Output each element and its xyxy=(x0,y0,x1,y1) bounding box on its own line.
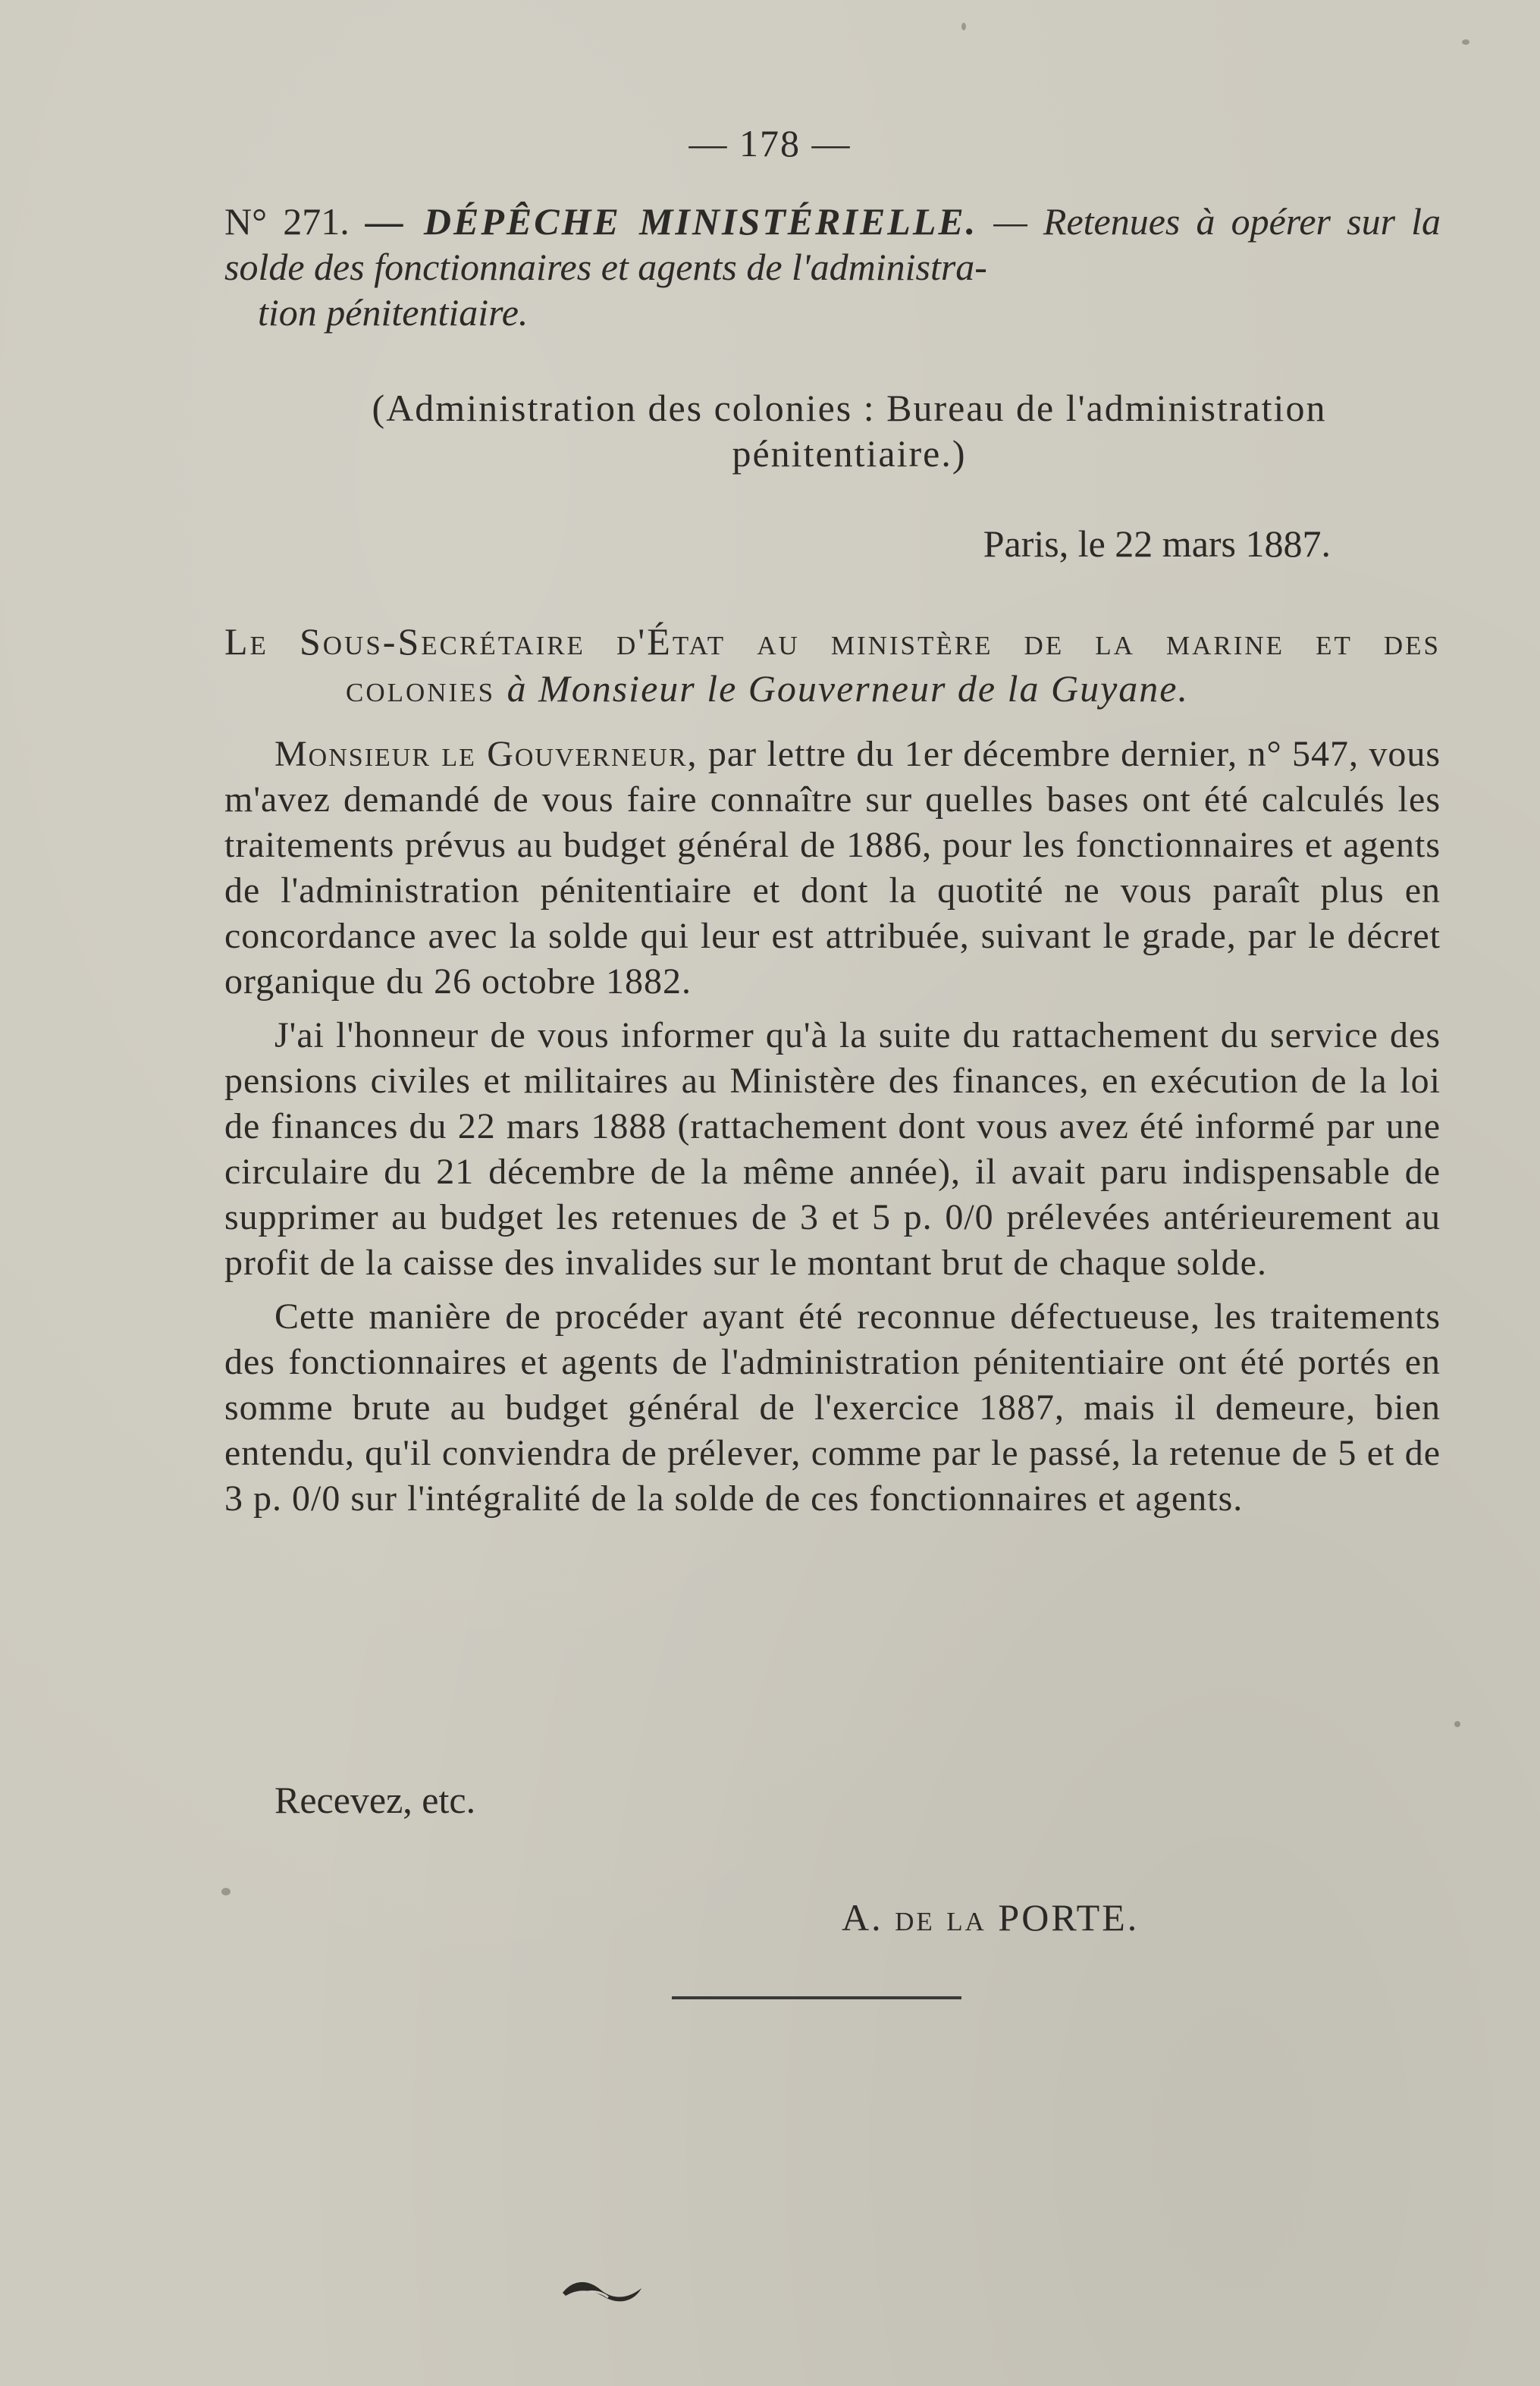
document-title xyxy=(224,199,1441,335)
administration-line-1: (Administration des colonies : Bureau de l'administration xyxy=(372,387,1327,429)
paragraph-1-text: par lettre du 1er décembre dernier, n° 547, vous m'avez demandé de vous faire connaître sur quelles bases ont été calculés les traitements prévus au budget général de 1886, pour les fonctionnaires et agents de l'administration pénitentiaire et dont la quotité ne vous paraît plus en concordance avec la solde qui leur est attribuée, suivant le grade, par le décret organique du 26 octobre 1882. xyxy=(224,734,1441,1002)
date-line: Paris, le 22 mars 1887. xyxy=(983,522,1331,565)
administration-note xyxy=(273,385,1426,476)
paragraph-3: Cette manière de procéder ayant été reconnue défectueuse, les traitements des fonctionnaires et agents de l'administration pénitentiaire ont été portés en somme brute au budget général de l'exercice 1887, mais il demeure, bien entendu, qu'il conviendra de prélever, comme par le passé, la retenue de 5 et de 3 p. 0/0 sur l'intégralité de la solde de ces fonctionnaires et agents. xyxy=(224,1296,1441,1519)
address-colonies: colonies xyxy=(346,667,496,710)
paper-speck xyxy=(961,23,966,30)
administration-line-2: pénitentiaire.) xyxy=(732,432,967,475)
document-subject-continued: tion pénitentiaire. xyxy=(258,291,528,334)
document-number: N° 271. xyxy=(224,200,350,243)
paper-speck xyxy=(1454,1721,1460,1727)
document-subject: — Retenues à opérer sur la solde des fonctionnaires et agents de l'administra- xyxy=(224,200,1441,288)
page-number: — 178 — xyxy=(688,122,852,165)
closing-formula: Recevez, etc. xyxy=(274,1779,476,1821)
letter-body xyxy=(224,732,1441,1530)
salutation: Monsieur le Gouverneur, xyxy=(274,734,698,774)
signature-name: PORTE. xyxy=(998,1896,1140,1939)
paper-speck xyxy=(221,1888,231,1895)
paragraph-1 xyxy=(224,732,1441,1005)
fleuron-ornament-icon xyxy=(558,2275,646,2308)
paragraph-2: J'ai l'honneur de vous informer qu'à la suite du rattachement du service des pensions civiles et militaires au Ministère des finances, en exécution de la loi de finances du 22 mars 1888 (rattachement dont vous avez été informé par une circulaire du 21 décembre de la même année), il avait paru indispensable de supprimer au budget les retenues de 3 et 5 p. 0/0 prélevées antérieurement au profit de la caisse des invalides sur le montant brut de chaque solde. xyxy=(224,1015,1441,1283)
paper-speck xyxy=(1462,39,1469,45)
address-sender: Le Sous-Secrétaire d'État au ministère de la marine et des xyxy=(224,620,1441,663)
signature xyxy=(842,1895,1139,1939)
horizontal-rule xyxy=(672,1996,961,1999)
signature-particle: de la xyxy=(895,1896,986,1939)
address-line xyxy=(224,618,1441,712)
signature-initial: A. xyxy=(842,1896,883,1939)
document-heading: — DÉPÊCHE MINISTÉRIELLE. xyxy=(365,200,978,243)
address-governor: à Monsieur le Gouverneur de la Guyane. xyxy=(507,667,1189,710)
address-recipient xyxy=(224,665,1441,712)
